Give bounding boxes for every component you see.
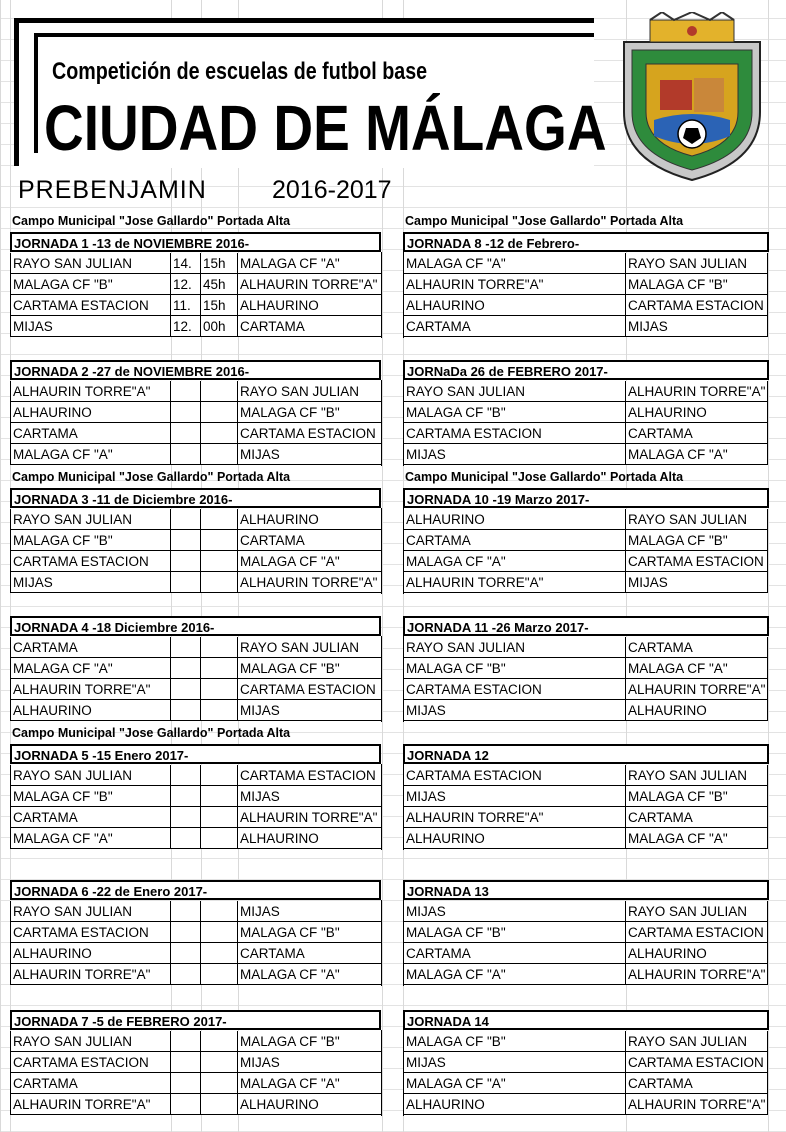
- kickoff-hour: [171, 1052, 201, 1073]
- home-team: MIJAS: [10, 572, 171, 593]
- home-team: CARTAMA ESTACION: [10, 551, 171, 572]
- kickoff-minutes: 45h: [201, 274, 238, 295]
- kickoff-hour: [171, 572, 201, 593]
- away-team: MALAGA CF "B": [238, 658, 382, 679]
- kickoff-minutes: [201, 1031, 238, 1052]
- jornada-header: JORNADA 13: [403, 880, 769, 900]
- away-team: ALHAURINO: [238, 1094, 382, 1115]
- kickoff-minutes: [201, 1052, 238, 1073]
- away-team: CARTAMA: [626, 637, 768, 658]
- home-team: ALHAURINO: [403, 509, 626, 530]
- home-team: MIJAS: [403, 786, 626, 807]
- home-team: MALAGA CF "A": [10, 828, 171, 849]
- jornada-header: JORNADA 3 -11 de Diciembre 2016-: [10, 488, 381, 508]
- kickoff-minutes: [201, 765, 238, 786]
- kickoff-hour: 12.: [171, 274, 201, 295]
- away-team: ALHAURINO: [238, 295, 382, 316]
- home-team: ALHAURIN TORRE"A": [403, 807, 626, 828]
- away-team: MIJAS: [238, 700, 382, 721]
- away-team: ALHAURIN TORRE"A": [626, 964, 768, 985]
- jornada-header: JORNADA 11 -26 Marzo 2017-: [403, 616, 769, 636]
- home-team: CARTAMA ESTACION: [403, 423, 626, 444]
- home-team: RAYO SAN JULIAN: [10, 253, 171, 274]
- home-team: ALHAURINO: [10, 700, 171, 721]
- kickoff-hour: [171, 943, 201, 964]
- season-label: 2016-2017: [272, 176, 392, 204]
- home-team: ALHAURIN TORRE"A": [10, 1094, 171, 1115]
- away-team: CARTAMA: [626, 1073, 768, 1094]
- away-team: MIJAS: [238, 1052, 382, 1073]
- home-team: ALHAURINO: [403, 828, 626, 849]
- home-team: ALHAURINO: [10, 402, 171, 423]
- away-team: MALAGA CF "A": [626, 658, 768, 679]
- away-team: MALAGA CF "B": [626, 530, 768, 551]
- away-team: MALAGA CF "B": [238, 402, 382, 423]
- jornada-header: JORNADA 14: [403, 1010, 769, 1030]
- home-team: MALAGA CF "B": [403, 402, 626, 423]
- home-team: CARTAMA: [10, 1073, 171, 1094]
- home-team: CARTAMA ESTACION: [403, 679, 626, 700]
- kickoff-minutes: [201, 381, 238, 402]
- away-team: MALAGA CF "A": [626, 444, 768, 465]
- away-team: CARTAMA ESTACION: [238, 423, 382, 444]
- home-team: RAYO SAN JULIAN: [10, 1031, 171, 1052]
- kickoff-hour: [171, 922, 201, 943]
- jornada-header: JORNADA 1 -13 de NOVIEMBRE 2016-: [10, 232, 381, 252]
- home-team: ALHAURIN TORRE"A": [10, 679, 171, 700]
- away-team: RAYO SAN JULIAN: [238, 381, 382, 402]
- column-divider: [381, 900, 382, 986]
- away-team: ALHAURINO: [238, 828, 382, 849]
- kickoff-hour: [171, 381, 201, 402]
- home-team: MALAGA CF "A": [403, 964, 626, 985]
- home-team: CARTAMA ESTACION: [10, 1052, 171, 1073]
- kickoff-minutes: [201, 509, 238, 530]
- home-team: CARTAMA: [403, 943, 626, 964]
- kickoff-minutes: [201, 637, 238, 658]
- kickoff-hour: 12.: [171, 316, 201, 337]
- away-team: ALHAURIN TORRE"A": [238, 274, 382, 295]
- home-team: ALHAURINO: [10, 943, 171, 964]
- jornada-header: JORNADA 7 -5 de FEBRERO 2017-: [10, 1010, 381, 1030]
- kickoff-hour: [171, 637, 201, 658]
- kickoff-minutes: [201, 1094, 238, 1115]
- kickoff-hour: [171, 509, 201, 530]
- home-team: ALHAURINO: [403, 1094, 626, 1115]
- home-team: ALHAURIN TORRE"A": [10, 381, 171, 402]
- home-team: CARTAMA ESTACION: [403, 765, 626, 786]
- venue-caption: Campo Municipal "Jose Gallardo" Portada Alta: [405, 214, 684, 228]
- kickoff-hour: 11.: [171, 295, 201, 316]
- kickoff-minutes: [201, 700, 238, 721]
- home-team: MIJAS: [403, 901, 626, 922]
- jornada-header: JORNADA 10 -19 Marzo 2017-: [403, 488, 769, 508]
- away-team: RAYO SAN JULIAN: [626, 253, 768, 274]
- kickoff-hour: [171, 1073, 201, 1094]
- kickoff-minutes: [201, 658, 238, 679]
- kickoff-minutes: [201, 679, 238, 700]
- home-team: ALHAURIN TORRE"A": [403, 572, 626, 593]
- home-team: RAYO SAN JULIAN: [10, 509, 171, 530]
- away-team: MIJAS: [238, 444, 382, 465]
- kickoff-hour: [171, 765, 201, 786]
- column-divider: [381, 508, 382, 594]
- away-team: MALAGA CF "B": [238, 1031, 382, 1052]
- away-team: CARTAMA ESTACION: [626, 295, 768, 316]
- home-team: RAYO SAN JULIAN: [10, 901, 171, 922]
- home-team: CARTAMA: [10, 637, 171, 658]
- kickoff-minutes: [201, 943, 238, 964]
- away-team: RAYO SAN JULIAN: [238, 637, 382, 658]
- kickoff-hour: [171, 423, 201, 444]
- page-title: CIUDAD DE MÁLAGA: [44, 92, 607, 164]
- away-team: MIJAS: [626, 572, 768, 593]
- away-team: CARTAMA ESTACION: [238, 765, 382, 786]
- home-team: MALAGA CF "B": [403, 922, 626, 943]
- away-team: MALAGA CF "A": [238, 551, 382, 572]
- venue-caption: Campo Municipal "Jose Gallardo" Portada Alta: [12, 470, 291, 484]
- away-team: ALHAURIN TORRE"A": [238, 572, 382, 593]
- home-team: MIJAS: [403, 700, 626, 721]
- away-team: MALAGA CF "A": [238, 964, 382, 985]
- home-team: MALAGA CF "B": [403, 658, 626, 679]
- kickoff-minutes: 15h: [201, 295, 238, 316]
- jornada-header: JORNADA 8 -12 de Febrero-: [403, 232, 769, 252]
- away-team: MIJAS: [238, 786, 382, 807]
- away-team: MIJAS: [238, 901, 382, 922]
- jornada-header: JORNADA 5 -15 Enero 2017-: [10, 744, 381, 764]
- kickoff-hour: [171, 786, 201, 807]
- kickoff-hour: [171, 700, 201, 721]
- away-team: RAYO SAN JULIAN: [626, 765, 768, 786]
- away-team: CARTAMA: [238, 530, 382, 551]
- jornada-header: JORNaDa 26 de FEBRERO 2017-: [403, 360, 769, 380]
- kickoff-minutes: [201, 423, 238, 444]
- kickoff-minutes: [201, 444, 238, 465]
- away-team: ALHAURINO: [626, 700, 768, 721]
- away-team: MALAGA CF "A": [626, 828, 768, 849]
- kickoff-hour: [171, 828, 201, 849]
- away-team: CARTAMA ESTACION: [626, 551, 768, 572]
- kickoff-hour: [171, 964, 201, 985]
- away-team: ALHAURIN TORRE"A": [626, 381, 768, 402]
- kickoff-minutes: [201, 572, 238, 593]
- home-team: CARTAMA: [403, 316, 626, 337]
- category-label: PREBENJAMIN: [18, 176, 207, 204]
- away-team: CARTAMA ESTACION: [626, 1052, 768, 1073]
- venue-caption: Campo Municipal "Jose Gallardo" Portada Alta: [12, 726, 291, 740]
- kickoff-hour: [171, 901, 201, 922]
- kickoff-hour: [171, 551, 201, 572]
- home-team: CARTAMA ESTACION: [10, 295, 171, 316]
- home-team: MALAGA CF "A": [403, 1073, 626, 1094]
- kickoff-minutes: [201, 402, 238, 423]
- home-team: MALAGA CF "A": [403, 551, 626, 572]
- home-team: MIJAS: [403, 444, 626, 465]
- kickoff-hour: [171, 1031, 201, 1052]
- away-team: MIJAS: [626, 316, 768, 337]
- home-team: MALAGA CF "B": [403, 1031, 626, 1052]
- away-team: RAYO SAN JULIAN: [626, 1031, 768, 1052]
- kickoff-minutes: [201, 964, 238, 985]
- home-team: MALAGA CF "A": [403, 253, 626, 274]
- kickoff-hour: [171, 679, 201, 700]
- away-team: MALAGA CF "B": [626, 274, 768, 295]
- away-team: MALAGA CF "B": [238, 922, 382, 943]
- away-team: RAYO SAN JULIAN: [626, 509, 768, 530]
- away-team: CARTAMA: [238, 943, 382, 964]
- venue-caption: Campo Municipal "Jose Gallardo" Portada Alta: [12, 214, 291, 228]
- city-crest-icon: [610, 12, 774, 184]
- kickoff-minutes: [201, 922, 238, 943]
- away-team: CARTAMA ESTACION: [626, 922, 768, 943]
- home-team: MIJAS: [403, 1052, 626, 1073]
- home-team: MALAGA CF "A": [10, 658, 171, 679]
- kickoff-minutes: [201, 786, 238, 807]
- kickoff-minutes: 00h: [201, 316, 238, 337]
- jornada-header: JORNADA 4 -18 Diciembre 2016-: [10, 616, 381, 636]
- kickoff-hour: 14.: [171, 253, 201, 274]
- home-team: MALAGA CF "B": [10, 786, 171, 807]
- home-team: CARTAMA: [403, 530, 626, 551]
- home-team: ALHAURINO: [403, 295, 626, 316]
- kickoff-minutes: [201, 901, 238, 922]
- kickoff-hour: [171, 530, 201, 551]
- away-team: ALHAURIN TORRE"A": [626, 679, 768, 700]
- jornada-header: JORNADA 6 -22 de Enero 2017-: [10, 880, 381, 900]
- column-divider: [381, 1030, 382, 1116]
- away-team: CARTAMA: [626, 807, 768, 828]
- column-divider: [381, 636, 382, 722]
- away-team: ALHAURINO: [626, 402, 768, 423]
- away-team: ALHAURIN TORRE"A": [626, 1094, 768, 1115]
- home-team: ALHAURIN TORRE"A": [10, 964, 171, 985]
- kickoff-minutes: [201, 828, 238, 849]
- kickoff-minutes: [201, 807, 238, 828]
- kickoff-hour: [171, 444, 201, 465]
- home-team: MALAGA CF "B": [10, 274, 171, 295]
- away-team: CARTAMA: [626, 423, 768, 444]
- competition-subtitle: Competición de escuelas de futbol base: [52, 58, 428, 85]
- home-team: ALHAURIN TORRE"A": [403, 274, 626, 295]
- jornada-header: JORNADA 2 -27 de NOVIEMBRE 2016-: [10, 360, 381, 380]
- jornada-header: JORNADA 12: [403, 744, 769, 764]
- kickoff-minutes: [201, 1073, 238, 1094]
- home-team: RAYO SAN JULIAN: [10, 765, 171, 786]
- home-team: CARTAMA ESTACION: [10, 922, 171, 943]
- kickoff-minutes: [201, 530, 238, 551]
- home-team: RAYO SAN JULIAN: [403, 637, 626, 658]
- kickoff-hour: [171, 1094, 201, 1115]
- home-team: MIJAS: [10, 316, 171, 337]
- away-team: ALHAURINO: [626, 943, 768, 964]
- home-team: MALAGA CF "A": [10, 444, 171, 465]
- column-divider: [381, 380, 382, 466]
- home-team: RAYO SAN JULIAN: [403, 381, 626, 402]
- home-team: MALAGA CF "B": [10, 530, 171, 551]
- kickoff-minutes: [201, 551, 238, 572]
- kickoff-hour: [171, 658, 201, 679]
- away-team: CARTAMA: [238, 316, 382, 337]
- home-team: CARTAMA: [10, 423, 171, 444]
- away-team: CARTAMA ESTACION: [238, 679, 382, 700]
- kickoff-minutes: 15h: [201, 253, 238, 274]
- away-team: MALAGA CF "A": [238, 1073, 382, 1094]
- away-team: RAYO SAN JULIAN: [626, 901, 768, 922]
- away-team: ALHAURINO: [238, 509, 382, 530]
- column-divider: [381, 252, 382, 338]
- away-team: MALAGA CF "A": [238, 253, 382, 274]
- column-divider: [381, 764, 382, 850]
- away-team: MALAGA CF "B": [626, 786, 768, 807]
- home-team: CARTAMA: [10, 807, 171, 828]
- kickoff-hour: [171, 402, 201, 423]
- venue-caption: Campo Municipal "Jose Gallardo" Portada Alta: [405, 470, 684, 484]
- away-team: ALHAURIN TORRE"A": [238, 807, 382, 828]
- kickoff-hour: [171, 807, 201, 828]
